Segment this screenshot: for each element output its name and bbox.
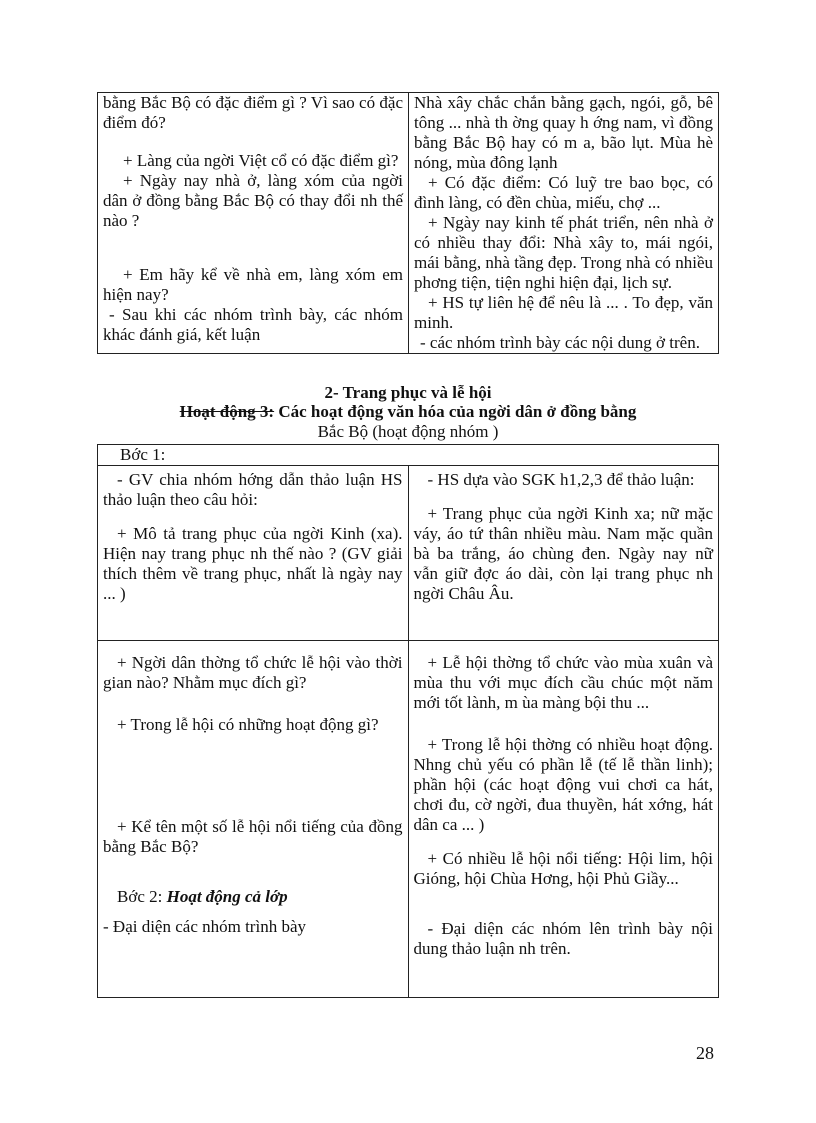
table-row [98, 93, 719, 354]
text-block: + Kể tên một số lễ hội nổi tiếng của đồng bằng Bắc Bộ? [103, 817, 403, 856]
text-block: + HS tự liên hệ để nêu là ... . To đẹp, văn minh. [414, 293, 713, 332]
text-block: + Có đặc điểm: Có luỹ tre bao bọc, có đình làng, có đền chùa, miếu, chợ ... [414, 173, 713, 212]
text-block: + Trong lễ hội thờng có nhiều hoạt động. Nhng chủ yếu có phần lễ (tế lễ thần linh); phần hội (các hoạt động vui chơi ca hát, chơi đu, cờ ngời, đua thuyền, hát xớng, hát dân ca ... ) [413, 735, 713, 834]
step2-heading [103, 887, 403, 907]
activity-subtitle: Bắc Bộ (hoạt động nhóm ) [317, 422, 499, 441]
left-cell [98, 93, 409, 354]
text-block: + Trang phục của ngời Kinh xa; nữ mặc váy, áo tứ thân nhiều màu. Nam mặc quần bà ba trắng, áo chùng đen. Ngày nay nữ vẫn giữ đợc áo dài, còn lại trang phục nh ngời Châu Âu. [413, 504, 713, 603]
activity-label: Hoạt động 3: [179, 402, 275, 421]
table-row [98, 641, 719, 998]
text-block: + Làng của ngời Việt cổ có đặc điểm gì? [123, 151, 399, 170]
text-block: + Ngày nay kinh tế phát triển, nên nhà ở có nhiều thay đổi: Nhà xây to, mái ngói, mái bằng, nhà tầng đẹp. Trong nhà có nhiều phơng tiện, tiện nghi hiện đại, lịch sự. [414, 213, 713, 292]
right-cell [408, 466, 719, 641]
text-block: - GV chia nhóm hớng dẫn thảo luận HS thảo luận theo câu hỏi: [103, 470, 403, 509]
step1-label: Bớc 1: [120, 445, 166, 464]
text-block: - Sau khi các nhóm trình bày, các nhóm khác đánh giá, kết luận [103, 305, 403, 344]
table-row [98, 445, 719, 466]
step1-cell [98, 445, 719, 466]
text-block: + Trong lễ hội có những hoạt động gì? [117, 715, 379, 734]
text-block: - Đại diện các nhóm trình bày [103, 917, 306, 936]
left-cell [98, 466, 409, 641]
step2-label: Bớc 2: [117, 887, 163, 906]
right-cell [408, 641, 719, 998]
text-block: - các nhóm trình bày các nội dung ở trên. [420, 333, 700, 352]
text-block: bằng Bắc Bộ có đặc điểm gì ? Vì sao có đặc điểm đó? [103, 93, 403, 132]
table-row [98, 466, 719, 641]
table-activities [97, 444, 719, 998]
section-title: 2- Trang phục và lễ hội [324, 383, 492, 402]
text-block: + Ngày nay nhà ở, làng xóm của ngời dân ở đồng bằng Bắc Bộ có thay đổi nh thế nào ? [103, 171, 403, 230]
text-block: + Lễ hội thờng tổ chức vào mùa xuân và mùa thu với mục đích cầu chúc một năm mới tốt lành, m ùa màng bội thu ... [413, 653, 713, 712]
page-number: 28 [696, 1043, 714, 1063]
text-block: - Đại diện các nhóm lên trình bày nội dung thảo luận nh trên. [413, 919, 713, 958]
text-block: + Có nhiều lễ hội nổi tiếng: Hội lim, hội Gióng, hội Chùa Hơng, hội Phủ Giầy... [413, 849, 713, 888]
activity-title: Các hoạt động văn hóa của ngời dân ở đồng bằng [278, 402, 637, 421]
text-block: - HS dựa vào SGK h1,2,3 để thảo luận: [427, 470, 695, 489]
step2-title: Hoạt động cả lớp [166, 887, 288, 906]
text-block: Nhà xây chắc chắn bằng gạch, ngói, gỗ, bê tông ... nhà th ờng quay h ớng nam, vì đồng bằng Bắc Bộ hay có m a, bão lụt. Mùa hè nóng, mùa đông lạnh [414, 93, 713, 172]
text-block: + Ngời dân thờng tổ chức lễ hội vào thời gian nào? Nhằm mục đích gì? [103, 653, 403, 692]
text-block: + Mô tả trang phục của ngời Kinh (xa). Hiện nay trang phục nh thế nào ? (GV giải thích thêm về trang phục, nhất là ngày nay ... ) [103, 524, 403, 603]
text-block: + Em hãy kể về nhà em, làng xóm em hiện nay? [103, 265, 403, 304]
activity-heading [97, 402, 719, 422]
left-cell [98, 641, 409, 998]
right-cell [409, 93, 719, 354]
table-housing [97, 92, 719, 354]
